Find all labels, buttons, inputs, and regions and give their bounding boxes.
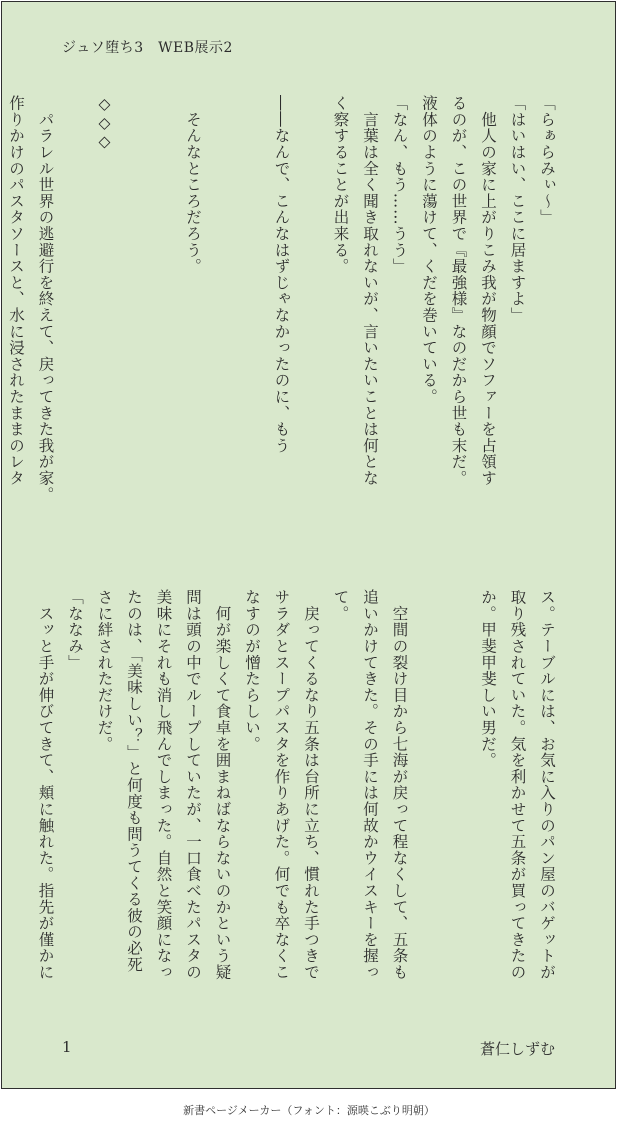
text-line: たのは、「美味しい？」と何度も問うてくる彼の必死 <box>125 589 143 973</box>
text-line: く察することが出来る。 <box>331 95 350 275</box>
text-line <box>148 95 178 535</box>
text-line: スッと手が伸びてきて、頬に触れた。指先が僅かに <box>36 589 55 981</box>
text-line: か。甲斐甲斐しい男だ。 <box>479 589 497 769</box>
text-line: さに絆されただけだ。 <box>95 589 114 752</box>
text-line: パラレル世界の逃避行を終えて、戻ってきた我が家。 <box>36 95 55 503</box>
text-line <box>296 95 326 535</box>
header-title: ジュソ堕ち3 WEB展示2 <box>62 40 233 56</box>
text-line: 問は頭の中でループしていたが、一口食べたパスタの <box>184 589 202 981</box>
text-line: 液体のように蕩けて、くだを巻いている。 <box>420 95 438 405</box>
text-line: るのが、この世界で『最強様』なのだから世も末だ。 <box>449 95 468 487</box>
text-line: 何が楽しくて食卓を囲まねばならないのかという疑 <box>213 589 232 981</box>
text-line: 戻ってくるなり五条は台所に立ち、慣れた手つきで <box>302 589 320 981</box>
text-line: 「ななみ」 <box>66 589 84 671</box>
text-line: 「はいはい、ここに居ますよ」 <box>508 95 527 324</box>
text-line <box>237 95 267 535</box>
page-number: 1 <box>62 1038 72 1056</box>
book-page <box>1 1 616 1089</box>
text-line: 美味にそれも消し飛んでしまった。自然と笑顔になっ <box>154 589 173 981</box>
text-line: 他人の家に上がりこみ我が物顔でソファーを占領す <box>479 95 497 487</box>
text-line: 言葉は全く聞き取れないが、言いたいことは何とな <box>361 95 379 487</box>
text-line <box>119 95 149 535</box>
text-line: 追いかけてきた。その手には何故かウイスキーを握っ <box>361 589 379 981</box>
text-line: 取り残されていた。気を利かせて五条が買ってきたの <box>508 589 527 981</box>
text-line: そんなところだろう。 <box>184 95 202 275</box>
text-line <box>207 95 237 535</box>
upper-text-block <box>1 95 562 535</box>
text-line: ス。テーブルには、お気に入りのパン屋のバゲットが <box>538 589 556 981</box>
text-line: て。 <box>331 589 350 622</box>
text-line: なすのが憎たらしい。 <box>243 589 261 752</box>
author-name: 蒼仁しずむ <box>479 1040 555 1058</box>
text-line <box>414 589 444 1029</box>
text-line: ――なんで、こんなはずじゃなかったのに、もう <box>272 95 291 454</box>
text-line <box>60 95 90 535</box>
text-line: 空間の裂け目から七海が戻って程なくして、五条も <box>390 589 409 981</box>
text-line: ◇◇◇ <box>95 95 114 152</box>
lower-text-block <box>30 589 561 1029</box>
text-line: 「らぁらみぃ〜」 <box>538 95 556 226</box>
text-line: サラダとスープパスタを作りあげた。何でも卒なくこ <box>272 589 291 981</box>
text-line: 作りかけのパスタソースと、水に浸されたままのレタ <box>7 95 25 487</box>
generator-caption: 新書ページメーカー（フォント：源暎こぶり明朝） <box>183 1104 435 1117</box>
text-line: 「なん、もう……うう」 <box>390 95 409 275</box>
text-line <box>443 589 473 1029</box>
